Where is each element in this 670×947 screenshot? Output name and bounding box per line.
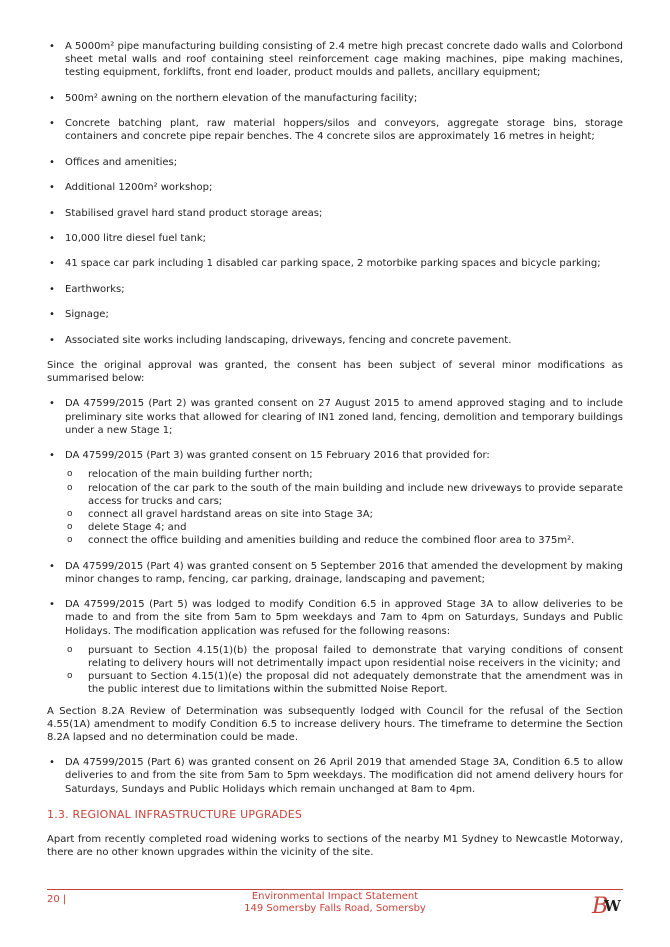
bw-logo-icon (589, 891, 623, 919)
list-item: • Signage; (47, 308, 623, 321)
modification-part2: • DA 47599/2015 (Part 2) was granted consent on 27 August 2015 to amend approved staging and to include preliminary site works that allowed for clearing of IN1 zoned land, fencing, demolition and temporary buildings under a new Stage 1; (47, 397, 623, 437)
modification-part3: • DA 47599/2015 (Part 3) was granted consent on 15 February 2016 that provided for: (47, 449, 623, 462)
list-item: • 500m² awning on the northern elevation of the manufacturing facility; (47, 92, 623, 105)
sub-list-item: o connect the office building and amenities building and reduce the combined floor area to 375m². (65, 534, 623, 547)
modification-part4: • DA 47599/2015 (Part 4) was granted consent on 5 September 2016 that amended the development by making minor changes to ramp, fencing, car parking, drainage, landscaping and pavement; (47, 560, 623, 586)
footer-title-block (47, 891, 623, 915)
part3-sublist (65, 468, 623, 547)
sub-list-item: o pursuant to Section 4.15(1)(b) the proposal failed to demonstrate that varying conditions of consent relating to delivery hours will not detrimentally impact upon residential noise receivers in the vicinity; and (65, 644, 623, 670)
sub-list-item: o relocation of the car park to the south of the main building and include new driveways to provide separate access for trucks and cars; (65, 482, 623, 508)
list-item: • Associated site works including landscaping, driveways, fencing and concrete pavement. (47, 334, 623, 347)
sub-list-item: o relocation of the main building further north; (65, 468, 623, 481)
svg-text:W: W (604, 897, 621, 915)
sub-list-item: o delete Stage 4; and (65, 521, 623, 534)
review-paragraph: A Section 8.2A Review of Determination was subsequently lodged with Council for the refusal of the Section 4.55(1A) amendment to modify Condition 6.5 to increase delivery hours. The timeframe to determine the Section 8.2A lapsed and no determination could be made. (47, 705, 623, 743)
list-item: • Offices and amenities; (47, 156, 623, 169)
svg-text:B: B (592, 894, 609, 919)
intro-paragraph: Since the original approval was granted, the consent has been subject of several minor modifications as summarised below: (47, 359, 623, 385)
document-body (47, 40, 623, 872)
modification-part6: • DA 47599/2015 (Part 6) was granted consent on 26 April 2019 that amended Stage 3A, Condition 6.5 to allow deliveries to and from the site from 5am to 5pm weekdays. The modification did not amend delivery hours for Saturdays, Sundays and Public Holidays which remain unchanged at 8am to 4pm. (47, 756, 623, 796)
sub-list-item: o pursuant to Section 4.15(1)(e) the proposal did not adequately demonstrate that the amendment was in the public interest due to limitations within the submitted Noise Report. (65, 670, 623, 696)
list-item: • 41 space car park including 1 disabled car parking space, 2 motorbike parking spaces and bicycle parking; (47, 257, 623, 270)
list-item: • A 5000m² pipe manufacturing building consisting of 2.4 metre high precast concrete dado walls and Colorbond sheet metal walls and roof containing steel reinforcement cage making machines, pipe making machines, testing equipment, forklifts, front end loader, product moulds and pallets, ancillary equipment; (47, 40, 623, 80)
list-item: • Earthworks; (47, 283, 623, 296)
modification-part5: • DA 47599/2015 (Part 5) was lodged to modify Condition 6.5 in approved Stage 3A to allow deliveries to be made to and from the site from 5am to 5pm weekdays and 7am to 4pm on Saturdays, Sundays and Public Holidays. The modification application was refused for the following reasons: (47, 598, 623, 638)
list-item: • 10,000 litre diesel fuel tank; (47, 232, 623, 245)
section-paragraph: Apart from recently completed road widening works to sections of the nearby M1 Sydney to Newcastle Motorway, there are no other known upgrades within the vicinity of the site. (47, 834, 623, 859)
development-components-list (47, 40, 623, 347)
part5-sublist (65, 644, 623, 697)
footer-title: Environmental Impact Statement (251, 891, 419, 902)
sub-list-item: o connect all gravel hardstand areas on site into Stage 3A; (65, 508, 623, 521)
footer-address: 149 Somersby Falls Road, Somersby (244, 903, 426, 914)
footer-divider (47, 889, 623, 890)
list-item: • Concrete batching plant, raw material hoppers/silos and conveyors, aggregate storage bins, storage containers and concrete pipe repair benches. The 4 concrete silos are approximately 16 metres in height; (47, 117, 623, 143)
list-item: • Stabilised gravel hard stand product storage areas; (47, 207, 623, 220)
section-heading: 1.3. REGIONAL INFRASTRUCTURE UPGRADES (47, 807, 303, 821)
list-item: • Additional 1200m² workshop; (47, 181, 623, 194)
page-number: 20 | (47, 894, 67, 905)
page-footer (47, 889, 623, 929)
